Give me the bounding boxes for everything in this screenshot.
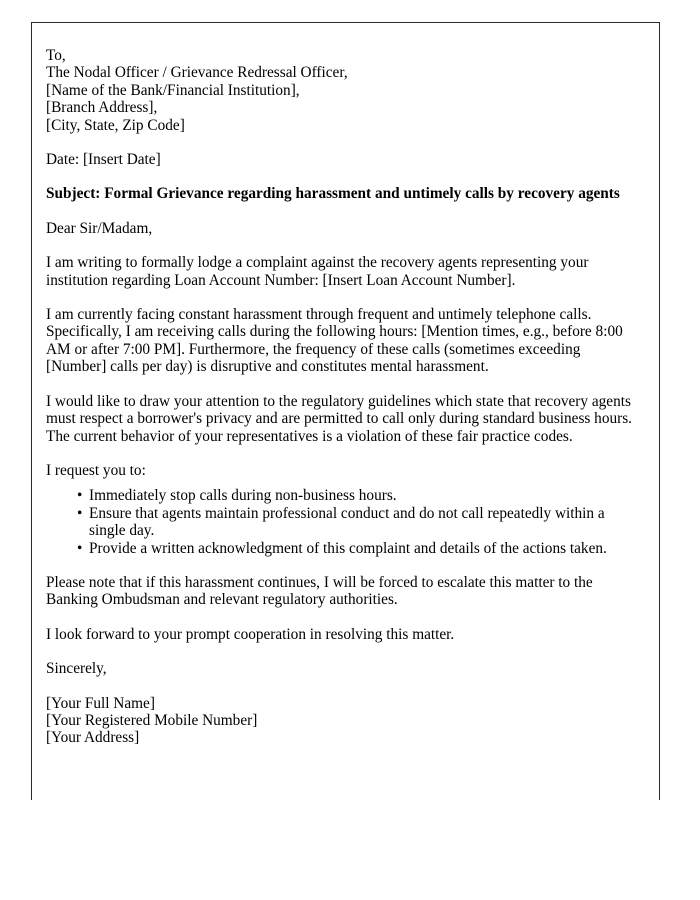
date-line: Date: [Insert Date] [46, 151, 161, 169]
signature-line-address: [Your Address] [46, 729, 140, 747]
letter-body [46, 47, 640, 747]
paragraph-complaint-intro: I am writing to formally lodge a complaint against the recovery agents representing your institution regarding Loan Account Number: [Insert Loan Account Number]. [46, 254, 589, 289]
list-item-label: Provide a written acknowledgment of this complaint and details of the actions taken. [89, 539, 607, 557]
letter-page-sheet [31, 22, 660, 800]
list-item [46, 540, 640, 557]
recipient-line-branch: [Branch Address], [46, 99, 158, 117]
recipient-line-to: To, [46, 47, 66, 64]
bullet-icon: • [77, 539, 83, 557]
paragraph-regulatory-guidelines: I would like to draw your attention to the regulatory guidelines which state that recovery agents must respect a borrower's privacy and are permitted to call only during standard business hours. The current behavior of your representatives is a violation of these fair practice codes. [46, 392, 633, 445]
recipient-line-institution: [Name of the Bank/Financial Institution], [46, 81, 300, 99]
request-intro: I request you to: [46, 461, 146, 479]
request-list [46, 487, 640, 557]
list-item-label: Ensure that agents maintain professional conduct and do not call repeatedly within a single day. [89, 504, 605, 540]
recipient-line-city: [City, State, Zip Code] [46, 116, 185, 134]
recipient-line-officer: The Nodal Officer / Grievance Redressal Officer, [46, 64, 348, 82]
subject-line: Subject: Formal Grievance regarding harassment and untimely calls by recovery agents [46, 185, 620, 203]
salutation: Dear Sir/Madam, [46, 219, 153, 237]
bullet-icon: • [77, 487, 83, 505]
paragraph-harassment-details: I am currently facing constant harassment through frequent and untimely telephone calls. Specifically, I am receiving calls during the following hours: [Mention times, e.g., before 8:00 AM or after 7:00 PM]. Furthermore, the frequency of these calls (sometimes exceeding [Number] calls per day) is disruptive and constitutes mental harassment. [46, 306, 623, 376]
list-item-label: Immediately stop calls during non-business hours. [89, 487, 397, 505]
signoff: Sincerely, [46, 660, 107, 678]
signature-line-mobile: [Your Registered Mobile Number] [46, 711, 258, 729]
list-item [46, 505, 640, 540]
paragraph-escalation-notice: Please note that if this harassment continues, I will be forced to escalate this matter to the Banking Ombudsman and relevant regulatory authorities. [46, 573, 593, 609]
list-item [46, 487, 640, 504]
paragraph-closing-cooperation: I look forward to your prompt cooperation in resolving this matter. [46, 625, 455, 643]
bullet-icon: • [77, 504, 83, 522]
recipient-address-block [46, 47, 640, 134]
signature-block [46, 695, 640, 747]
signature-line-name: [Your Full Name] [46, 694, 155, 712]
